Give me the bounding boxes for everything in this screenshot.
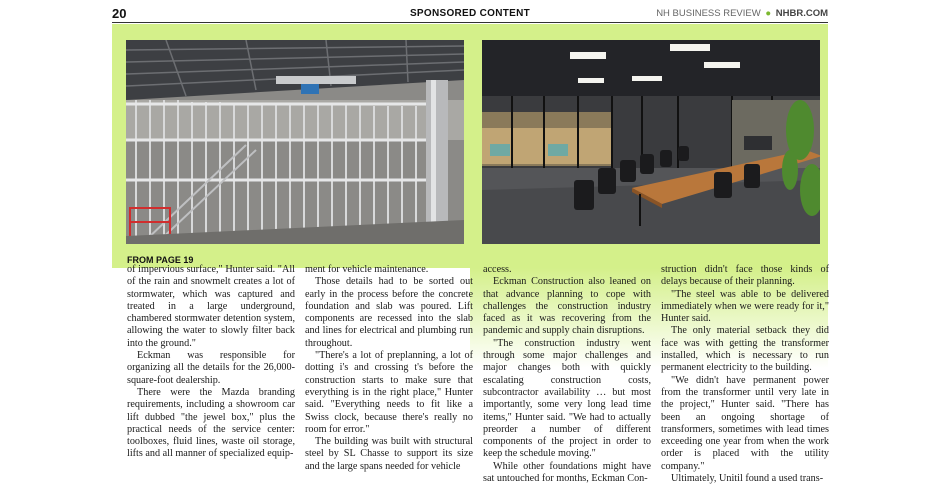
paragraph: "There's a lot of preplanning, a lot of dotting i's and crossing t's before the construction starts to make sure that everything is in the right place," Hunter said. "Everything needs to fit like a Swiss clock, because there's really no room for error." xyxy=(305,350,473,435)
paragraph: "The construction industry went through some major challenges and major changes both with quickly escalating construction costs, subcontractor availability … but most importantly, some very long lead time items," Hunter said. "We had to actually preorder a number of different components of the project in order to keep the schedule moving." xyxy=(483,337,651,460)
paragraph: There were the Mazda branding requirements, including a showroom car lift dubbed "the jewel box," plus the practical needs of the service center: toolboxes, fluid lines, waste oil storage, lifts and all manner of specialized equip- xyxy=(127,386,295,460)
paragraph: access. xyxy=(483,264,512,275)
article-column-3 xyxy=(483,264,651,485)
publication-name: NH BUSINESS REVIEW xyxy=(656,8,761,19)
page-header xyxy=(0,0,940,24)
paragraph: Eckman Construction also leaned on that advance planning to cope with challenges the construction industry faced as it was recovering from the pandemic and supply chain disruptions. xyxy=(483,276,651,337)
paragraph: ment for vehicle maintenance. xyxy=(305,264,429,275)
conference-room-photo xyxy=(482,40,820,244)
article-column-2 xyxy=(305,264,473,473)
paragraph: "We didn't have permanent power from the transformer until very late in the project," Hunter said. "There has been an ongoing shortage of transformers, sometimes with lead times exceeding one year from when the work order is placed with the utility company." xyxy=(661,374,829,472)
publication-url[interactable]: NHBR.COM xyxy=(775,8,828,19)
construction-framing-photo xyxy=(126,40,464,244)
header-rule xyxy=(112,22,828,23)
separator-dot-icon: ● xyxy=(762,8,774,19)
article-column-1 xyxy=(127,264,295,461)
section-label: SPONSORED CONTENT xyxy=(409,8,531,19)
paragraph: of impervious surface," Hunter said. "All of the rain and snowmelt creates a lot of stormwater, which was captured and treated in a large underground, chambered stormwater detention system, allowing the water to slowly filter back into the ground." xyxy=(127,264,295,349)
paragraph: struction didn't face those kinds of delays because of their planning. xyxy=(661,264,829,288)
masthead xyxy=(656,8,828,19)
continued-from-label: FROM PAGE 19 xyxy=(127,255,194,265)
paragraph: While other foundations might have sat untouched for months, Eckman Con- xyxy=(483,460,651,485)
article-column-4 xyxy=(661,264,829,485)
paragraph: "The steel was able to be delivered immediately when we were ready for it," Hunter said. xyxy=(661,288,829,325)
paragraph: Eckman was responsible for organizing all the details for the 26,000-square-foot dealership. xyxy=(127,350,295,386)
page-number: 20 xyxy=(112,6,127,21)
paragraph: Those details had to be sorted out early in the process before the concrete foundation and slab was poured. Lift components are recessed into the slab and lines for electrical and plumbing run throughout. xyxy=(305,276,473,349)
paragraph: The only material setback they did face was with getting the transformer installed, which is necessary to run permanent electricity to the building. xyxy=(661,325,829,374)
paragraph: The building was built with structural steel by SL Chasse to support its size and the large spans needed for vehicle xyxy=(305,436,473,472)
paragraph: Ultimately, Unitil found a used trans- xyxy=(671,473,824,485)
